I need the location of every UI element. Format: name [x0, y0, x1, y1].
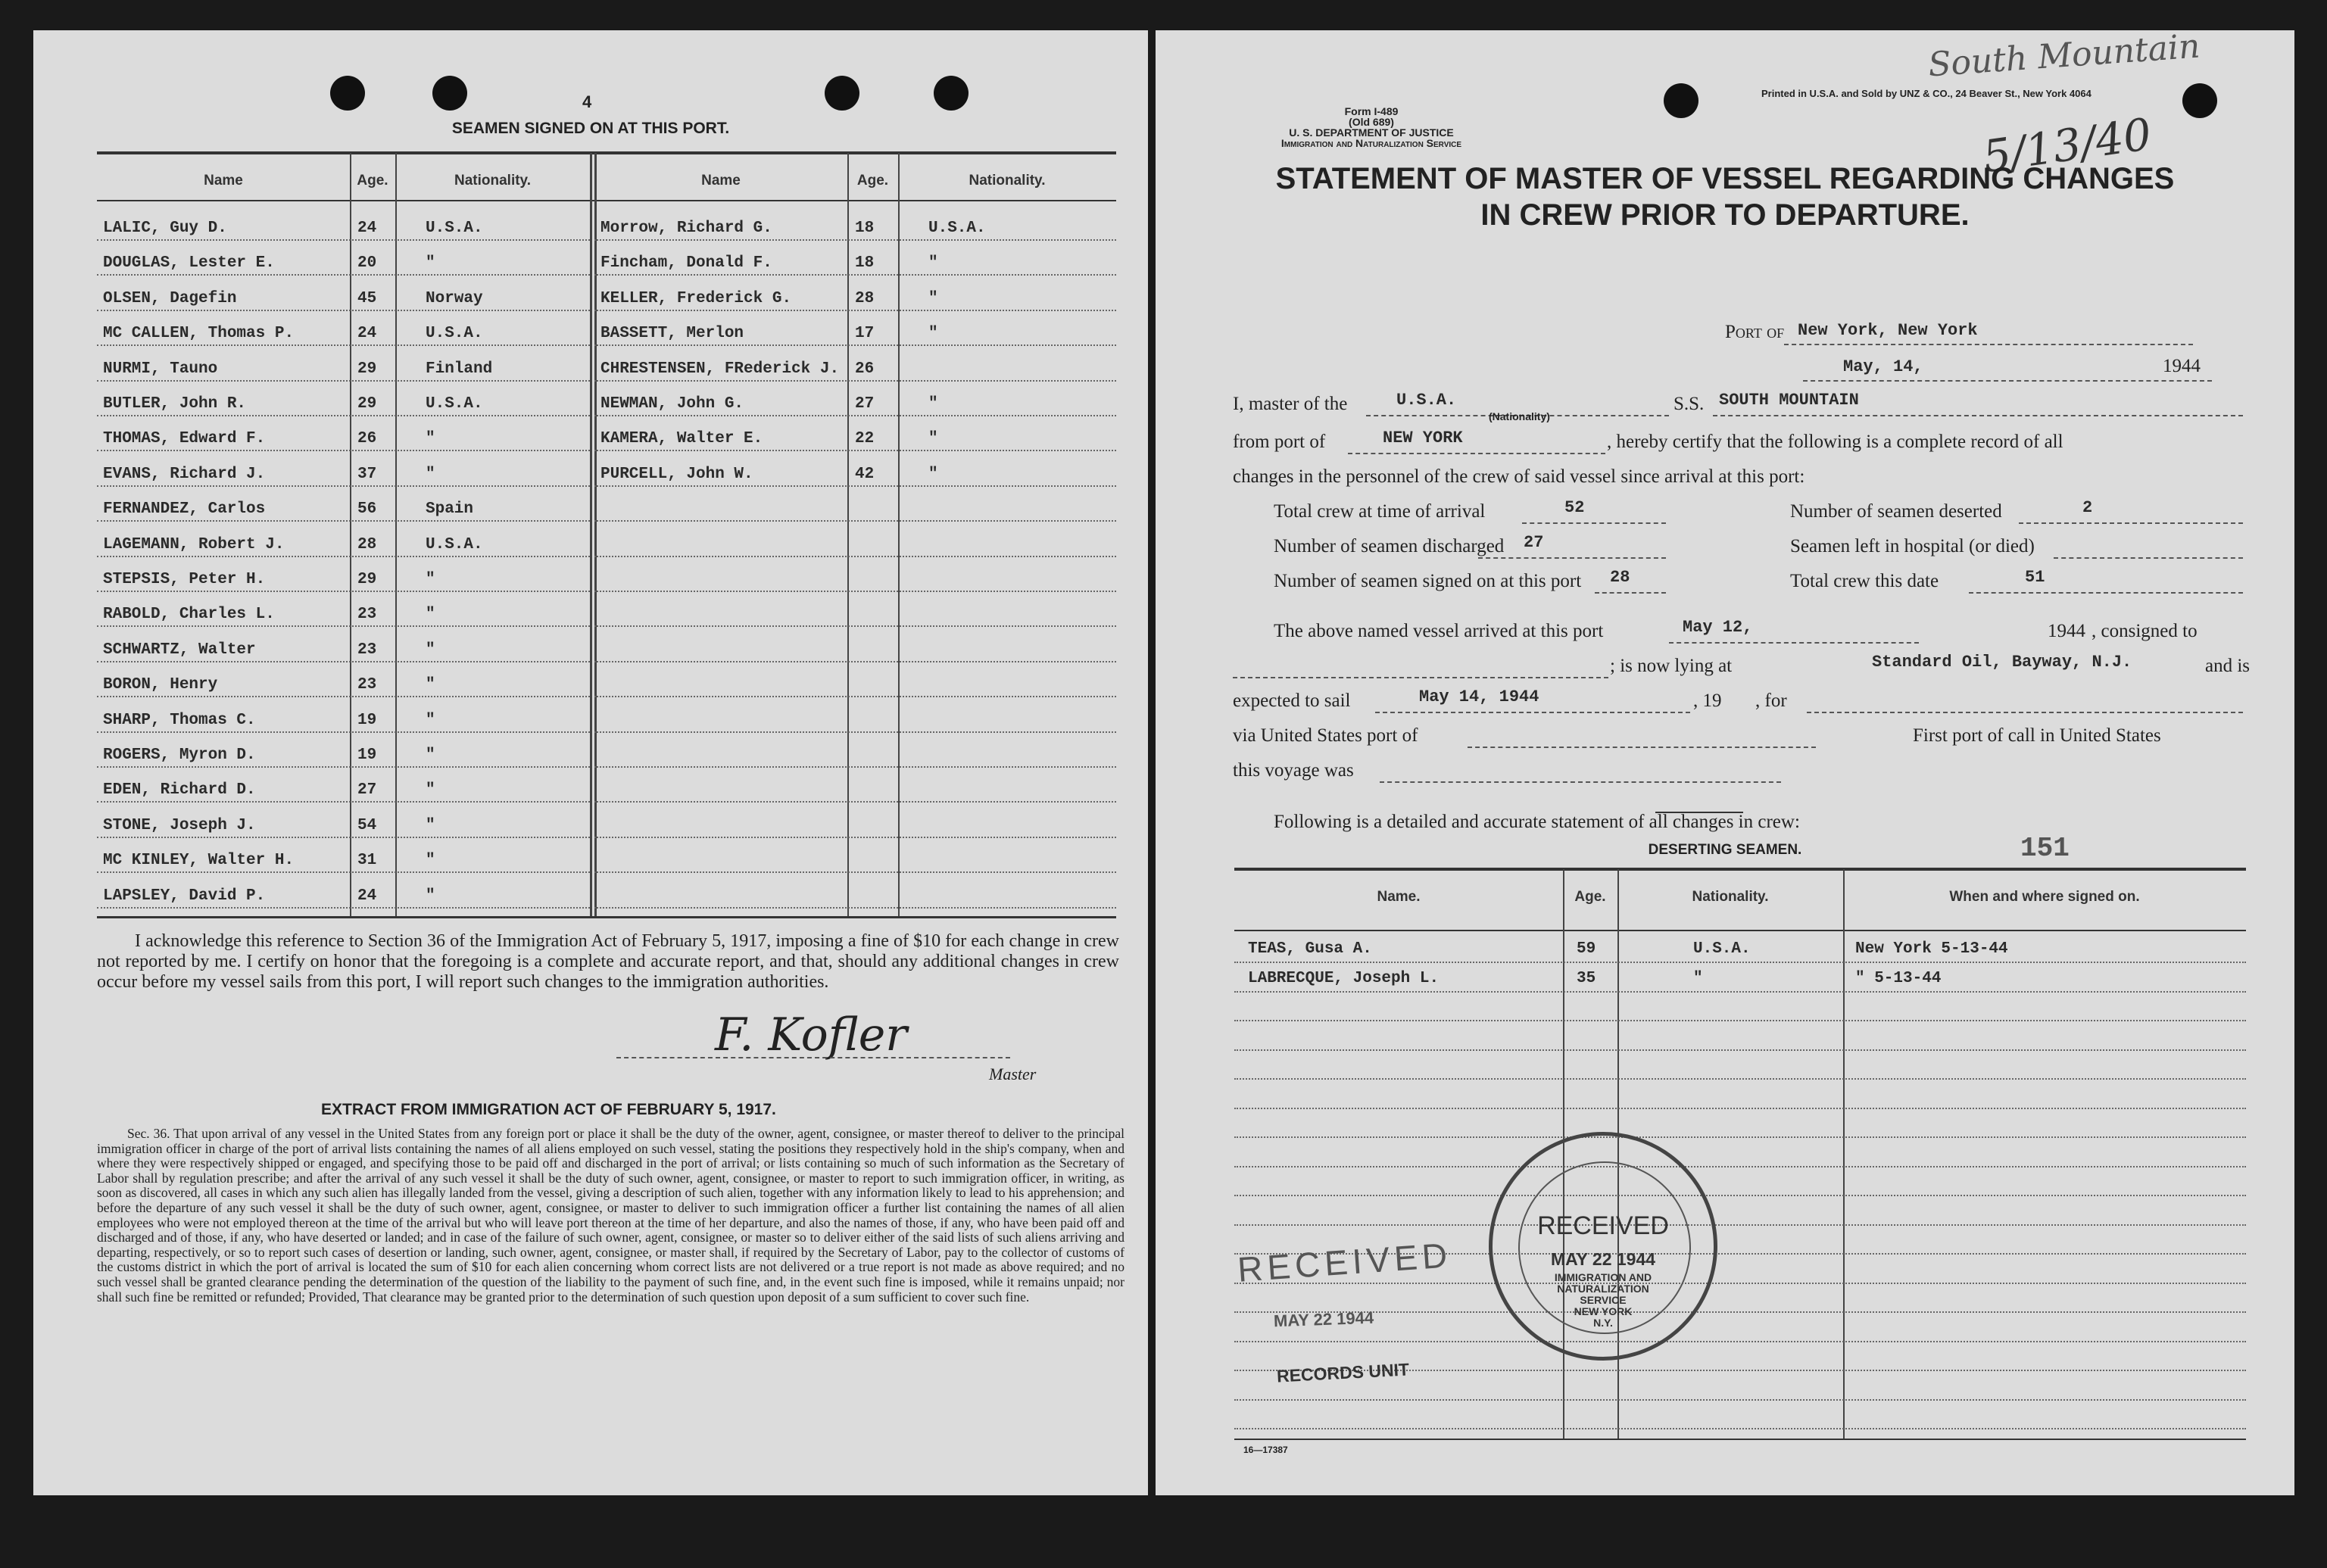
- seaman-nat: ": [426, 711, 435, 729]
- seaman-name: PURCELL, John W.: [600, 465, 753, 483]
- deserter-header-name: Name.: [1377, 889, 1421, 905]
- section-title: SEAMEN SIGNED ON AT THIS PORT.: [451, 120, 730, 137]
- seaman-nat: ": [426, 641, 435, 659]
- stamp-line: SERVICE: [1580, 1294, 1627, 1306]
- deserter-nat: ": [1693, 969, 1703, 987]
- table-row-rule: [97, 591, 590, 592]
- arrived-year: 1944: [2048, 621, 2085, 641]
- records-date: MAY 22 1944: [1273, 1308, 1374, 1331]
- seaman-age: 17: [855, 325, 875, 343]
- table-row-rule: [97, 485, 590, 487]
- seaman-name: LAGEMANN, Robert J.: [103, 535, 285, 553]
- seaman-name: BUTLER, John R.: [103, 395, 247, 413]
- deserter-table-bottom: [1234, 1439, 2246, 1440]
- seaman-age: 20: [357, 254, 377, 273]
- hospital-label: Seamen left in hospital (or died): [1790, 536, 2035, 556]
- deserting-title: DESERTING SEAMEN.: [1648, 842, 1802, 858]
- deserter-age: 59: [1577, 940, 1596, 958]
- table-row-rule: [97, 696, 590, 697]
- seaman-age: 31: [357, 852, 377, 870]
- form-old-number: (Old 689): [1349, 116, 1394, 128]
- table-row-rule: [594, 485, 1116, 487]
- deserter-row-rule: [1234, 1283, 2246, 1284]
- table-row-rule: [97, 801, 590, 803]
- handwritten-date: 5/13/40: [1979, 108, 2155, 183]
- master-signature: F. Kofler: [715, 1008, 907, 1061]
- page-stamp-number: 151: [2020, 833, 2070, 864]
- seaman-name: NURMI, Tauno: [103, 360, 218, 378]
- and-is-text: and is: [2205, 656, 2251, 676]
- table-row-rule: [594, 661, 1116, 662]
- deserter-row-rule: [1234, 1166, 2246, 1167]
- seaman-nat: U.S.A.: [426, 535, 483, 553]
- title-line-2: IN CREW PRIOR TO DEPARTURE.: [1480, 198, 1970, 232]
- master-label: Master: [989, 1065, 1037, 1083]
- table-row-rule: [594, 591, 1116, 592]
- seaman-name: LALIC, Guy D.: [103, 220, 227, 237]
- stamp-date: MAY 22 1944: [1550, 1249, 1656, 1269]
- stamp-line: NEW YORK: [1574, 1305, 1633, 1317]
- seaman-name: Fincham, Donald F.: [600, 254, 772, 273]
- port-of-value: New York, New York: [1798, 321, 1978, 340]
- header-name: Name: [204, 173, 243, 189]
- table-row-rule: [594, 907, 1116, 909]
- ship-name-value: SOUTH MOUNTAIN: [1719, 391, 1859, 410]
- table-header-rule: [97, 200, 1116, 201]
- deserter-row-rule: [1234, 1428, 2246, 1429]
- deserter-row-rule: [1234, 1341, 2246, 1342]
- deserter-row-rule: [1234, 1108, 2246, 1109]
- deserted-line: [2019, 522, 2243, 524]
- voyage-line: [1380, 781, 1781, 783]
- voyage-text: this voyage was: [1233, 760, 1354, 781]
- form-title: [1156, 161, 2294, 233]
- seaman-nat: ": [426, 816, 435, 834]
- seaman-nat: ": [426, 430, 435, 448]
- punch-hole: [2182, 83, 2217, 118]
- ship-name-line: [1713, 415, 2243, 416]
- deserter-header-where: When and where signed on.: [1949, 889, 2140, 905]
- seaman-name: DOUGLAS, Lester E.: [103, 254, 275, 273]
- arrived-text: The above named vessel arrived at this port: [1274, 621, 1604, 641]
- extract-title: EXTRACT FROM IMMIGRATION ACT OF FEBRUARY 5, 1917.: [321, 1101, 776, 1118]
- certify-text: , hereby certify that the following is a complete record of all: [1607, 432, 2063, 452]
- seaman-name: RABOLD, Charles L.: [103, 606, 275, 624]
- header-age: Age.: [856, 173, 889, 189]
- arrived-value: May 12,: [1683, 618, 1753, 637]
- deserter-where: " 5-13-44: [1855, 969, 1942, 987]
- expected-text: expected to sail: [1233, 690, 1351, 711]
- seaman-age: 27: [357, 781, 377, 800]
- seaman-age: 24: [357, 220, 377, 237]
- table-row-rule: [97, 625, 590, 627]
- deserter-row-rule: [1234, 1311, 2246, 1313]
- table-row-rule: [594, 731, 1116, 733]
- handwritten-ship-name: South Mountain: [1926, 26, 2201, 85]
- total-arrival-value: 52: [1564, 498, 1585, 517]
- discharged-line: [1478, 557, 1666, 559]
- stamp-line: NATURALIZATION: [1557, 1283, 1649, 1295]
- seaman-age: 29: [357, 571, 377, 588]
- for-text: , for: [1755, 690, 1787, 711]
- seaman-name: EDEN, Richard D.: [103, 781, 256, 800]
- consigned-text: , consigned to: [2091, 621, 2198, 641]
- table-row-rule: [97, 520, 590, 522]
- right-page: [1156, 26, 2294, 1495]
- table-row-rule: [97, 450, 590, 451]
- deserter-row-rule: [1234, 991, 2246, 993]
- seaman-name: SCHWARTZ, Walter: [103, 641, 256, 659]
- header-nationality: Nationality.: [969, 173, 1046, 189]
- ss-label: S.S.: [1674, 394, 1705, 414]
- port-of-line: [1784, 344, 2193, 345]
- received-stamp: [1489, 1132, 1717, 1361]
- table-row-rule: [594, 696, 1116, 697]
- first-port-text: First port of call in United States: [1913, 725, 2161, 746]
- expected-value: May 14, 1944: [1419, 687, 1539, 706]
- deserter-col-divider: [1843, 869, 1845, 1439]
- seaman-nat: ": [928, 289, 938, 307]
- col-divider: [590, 153, 592, 916]
- table-row-rule: [594, 310, 1116, 311]
- seaman-age: 23: [357, 641, 377, 659]
- table-bottom-rule: [97, 916, 1116, 918]
- table-row-rule: [97, 556, 590, 557]
- table-row-rule: [594, 415, 1116, 416]
- table-row-rule: [97, 766, 590, 768]
- seaman-nat: ": [426, 781, 435, 800]
- seaman-name: KAMERA, Walter E.: [600, 430, 763, 448]
- table-row-rule: [594, 344, 1116, 346]
- seaman-age: 18: [855, 254, 875, 273]
- deserter-nat: U.S.A.: [1693, 940, 1751, 958]
- seaman-name: Morrow, Richard G.: [600, 220, 772, 237]
- table-row-rule: [97, 415, 590, 416]
- arrived-line: [1669, 642, 1919, 644]
- seaman-name: EVANS, Richard J.: [103, 465, 266, 483]
- deserter-row-rule: [1234, 1399, 2246, 1401]
- consignee-line: [1233, 677, 1608, 678]
- from-port-value: NEW YORK: [1383, 429, 1463, 447]
- deserter-row-rule: [1234, 1020, 2246, 1021]
- deserter-row-rule: [1234, 1078, 2246, 1080]
- table-top-rule: [97, 151, 1116, 154]
- total-date-value: 51: [2025, 568, 2045, 587]
- seaman-name: LAPSLEY, David P.: [103, 887, 266, 905]
- seaman-age: 45: [357, 289, 377, 307]
- nationality-caption: (Nationality): [1489, 410, 1550, 422]
- destination-line: [1807, 712, 2243, 713]
- deserter-name: TEAS, Gusa A.: [1248, 940, 1372, 958]
- table-row-rule: [594, 380, 1116, 382]
- signed-on-value: 28: [1610, 568, 1630, 587]
- table-row-rule: [97, 344, 590, 346]
- seaman-nat: ": [426, 852, 435, 870]
- seaman-age: 54: [357, 816, 377, 834]
- date-value: May, 14,: [1843, 357, 1923, 376]
- table-row-rule: [97, 239, 590, 241]
- seaman-age: 28: [855, 289, 875, 307]
- punch-hole: [825, 76, 859, 111]
- seaman-nat: ": [426, 747, 435, 764]
- punch-hole: [330, 76, 365, 111]
- seaman-name: THOMAS, Edward F.: [103, 430, 266, 448]
- seaman-nat: ": [426, 571, 435, 588]
- table-row-rule: [594, 766, 1116, 768]
- form-number: Form I-489: [1344, 105, 1399, 117]
- records-received: RECEIVED: [1236, 1235, 1453, 1289]
- punch-hole: [1664, 83, 1698, 118]
- seaman-age: 22: [855, 430, 875, 448]
- seaman-nat: Finland: [426, 360, 493, 378]
- deserter-where: New York 5-13-44: [1855, 940, 2008, 958]
- seaman-name: MC CALLEN, Thomas P.: [103, 325, 295, 343]
- form-code: 16—17387: [1243, 1445, 1288, 1455]
- seaman-name: MC KINLEY, Walter H.: [103, 852, 295, 870]
- master-of-label: I, master of the: [1233, 394, 1348, 414]
- signed-on-line: [1595, 592, 1666, 594]
- deserter-row-rule: [1234, 1224, 2246, 1226]
- seaman-nat: ": [426, 887, 435, 905]
- table-row-rule: [97, 274, 590, 276]
- deserter-header-rule: [1234, 930, 2246, 931]
- total-date-label: Total crew this date: [1790, 571, 1939, 591]
- deserter-row-rule: [1234, 1195, 2246, 1196]
- title-line-1: STATEMENT OF MASTER OF VESSEL REGARDING CHANGES: [1275, 162, 2175, 195]
- seaman-nat: ": [928, 430, 938, 448]
- seaman-age: 29: [357, 360, 377, 378]
- via-text: via United States port of: [1233, 725, 1418, 746]
- following-text: Following is a detailed and accurate statement of all changes in crew:: [1274, 812, 1800, 832]
- deserter-row-rule: [1234, 962, 2246, 963]
- stamp-agency: [1493, 1272, 1714, 1329]
- seaman-nat: ": [426, 676, 435, 694]
- seaman-nat: ": [928, 395, 938, 413]
- stamp-line: IMMIGRATION AND: [1554, 1271, 1652, 1283]
- table-row-rule: [97, 310, 590, 311]
- seaman-age: 56: [357, 500, 377, 519]
- seaman-age: 29: [357, 395, 377, 413]
- seaman-age: 37: [357, 465, 377, 483]
- seaman-name: BASSETT, Merlon: [600, 325, 744, 343]
- table-row-rule: [594, 801, 1116, 803]
- table-row-rule: [594, 239, 1116, 241]
- seaman-nat: Spain: [426, 500, 474, 519]
- total-arrival-label: Total crew at time of arrival: [1274, 501, 1486, 522]
- seaman-age: 42: [855, 465, 875, 483]
- signature-line: [616, 1057, 1010, 1058]
- from-port-line: [1348, 453, 1605, 454]
- table-row-rule: [594, 274, 1116, 276]
- deserted-value: 2: [2082, 498, 2093, 517]
- seaman-name: SHARP, Thomas C.: [103, 711, 256, 729]
- table-row-rule: [594, 837, 1116, 838]
- department: U. S. DEPARTMENT OF JUSTICE: [1289, 126, 1454, 139]
- deserter-row-rule: [1234, 1136, 2246, 1138]
- date-line: [1803, 380, 2212, 382]
- punch-hole: [432, 76, 467, 111]
- seaman-age: 23: [357, 676, 377, 694]
- port-of-label: Port of: [1725, 322, 1785, 342]
- service-name: Immigration and Naturalization Service: [1280, 137, 1462, 149]
- seaman-age: 24: [357, 887, 377, 905]
- seaman-name: KELLER, Frederick G.: [600, 289, 792, 307]
- stamp-line: N.Y.: [1593, 1317, 1613, 1329]
- seaman-nat: U.S.A.: [426, 395, 483, 413]
- hospital-line: [2054, 557, 2243, 559]
- table-row-rule: [97, 731, 590, 733]
- table-row-rule: [97, 661, 590, 662]
- left-page: [33, 30, 1148, 1495]
- seaman-nat: U.S.A.: [928, 220, 986, 237]
- table-row-rule: [594, 520, 1116, 522]
- signed-on-label: Number of seamen signed on at this port: [1274, 571, 1582, 591]
- seaman-name: BORON, Henry: [103, 676, 218, 694]
- seaman-nat: ": [928, 254, 938, 273]
- table-row-rule: [97, 380, 590, 382]
- deserter-row-rule: [1234, 1049, 2246, 1051]
- total-date-line: [1969, 592, 2243, 594]
- nationality-value: U.S.A.: [1396, 391, 1457, 410]
- from-port-label: from port of: [1233, 432, 1326, 452]
- seaman-age: 27: [855, 395, 875, 413]
- seaman-nat: ": [426, 465, 435, 483]
- seaman-nat: U.S.A.: [426, 220, 483, 237]
- via-line: [1468, 747, 1816, 748]
- deserted-label: Number of seamen deserted: [1790, 501, 2002, 522]
- deserter-age: 35: [1577, 969, 1596, 987]
- seaman-name: ROGERS, Myron D.: [103, 747, 256, 764]
- expected-line: [1375, 712, 1690, 713]
- table-row-rule: [97, 907, 590, 909]
- header-nationality: Nationality.: [454, 173, 531, 189]
- discharged-value: 27: [1524, 533, 1544, 552]
- seaman-name: OLSEN, Dagefin: [103, 289, 237, 307]
- form-header: [1243, 106, 1500, 148]
- punch-hole: [934, 76, 969, 111]
- seaman-name: STEPSIS, Peter H.: [103, 571, 266, 588]
- table-row-rule: [97, 871, 590, 873]
- date-year: 1944: [2163, 356, 2201, 376]
- seaman-name: CHRESTENSEN, FRederick J.: [600, 360, 840, 378]
- seaman-nat: ": [426, 606, 435, 624]
- printer-note: Printed in U.S.A. and Sold by UNZ & CO., 24 Beaver St., New York 4064: [1761, 88, 2091, 99]
- header-name: Name: [701, 173, 741, 189]
- seaman-name: FERNANDEZ, Carlos: [103, 500, 266, 519]
- seaman-age: 26: [357, 430, 377, 448]
- table-row-rule: [594, 871, 1116, 873]
- seaman-age: 18: [855, 220, 875, 237]
- lying-value: Standard Oil, Bayway, N.J.: [1872, 653, 2132, 672]
- year-prefix: , 19: [1693, 690, 1722, 711]
- header-age: Age.: [357, 173, 388, 189]
- seaman-nat: ": [928, 465, 938, 483]
- table-row-rule: [594, 625, 1116, 627]
- seaman-nat: U.S.A.: [426, 325, 483, 343]
- extract-text: Sec. 36. That upon arrival of any vessel in the United States from any foreign port or place it shall be the duty of the owner, agent, consignee, or master thereof to deliver to the principal immigration officer in charge of the port of arrival lists containing the names of all aliens employed on such vessel, stating the positions they respectively hold in the ship's company, when and where they were respectively shipped or engaged, and specifying those to be paid off and discharged in the port of arrival; or lists containing so much of such information as the Secretary of Labor shall by regulation prescribe; and after the arrival of any such vessel it shall be the duty of such owner, agent, consignee, or master to report to such immigration officer, in writing, as soon as discovered, all cases in which any such alien has illegally landed from the vessel, giving a description of such alien, together with any information likely to lead to his apprehension; and before the departure of any such vessel it shall be the duty of such owner, agent, consignee, or master to deliver to such immigration officer a further list containing the names of all alien employees who were not employed thereon at the time of the arrival but who will leave port thereon at the time of her departure, and also the names of those, if any, who have been paid off and discharged and of those, if any, who have deserted or landed; and in case of the failure of such owner, agent, consignee, or master so to deliver either of the said lists of such aliens arriving and departing, respectively, or so to report such cases of desertion or landing, such owner, agent, consignee, or master shall, if required by the Secretary of Labor, pay to the collector of customs of the customs district in which the port of arrival is located the sum of $10 for each alien concerning whom correct lists are not delivered or a true report is not made as above required; and no such vessel shall be granted clearance pending the determination of the question of the liability to the payment of such fine, and, in the event such fine is imposed, while it remains unpaid; nor shall such fine be remitted or refunded; Provided, That clearance may be granted prior to the determination of such question upon deposit of a sum sufficient to cover such fine.: [97, 1126, 1125, 1305]
- table-row-rule: [97, 837, 590, 838]
- seaman-nat: Norway: [426, 289, 483, 307]
- lying-text: ; is now lying at: [1610, 656, 1733, 676]
- table-row-rule: [594, 556, 1116, 557]
- seaman-age: 23: [357, 606, 377, 624]
- stamp-received: RECEIVED: [1537, 1211, 1669, 1240]
- acknowledgement-text: I acknowledge this reference to Section 36 of the Immigration Act of February 5, 1917, imposing a fine of $10 for each change in crew not reported by me. I certify on honor that the foregoing is a complete and accurate report, and that, should any additional changes in crew occur before my vessel sails from this port, I will report such changes to the immigration authorities.: [97, 931, 1119, 992]
- table-row-rule: [594, 450, 1116, 451]
- deserter-header-age: Age.: [1574, 889, 1606, 905]
- seaman-age: 19: [357, 711, 377, 729]
- records-unit: RECORDS UNIT: [1276, 1359, 1410, 1386]
- page-number: 4: [582, 92, 592, 111]
- seaman-name: STONE, Joseph J.: [103, 816, 256, 834]
- seaman-nat: ": [426, 254, 435, 273]
- seaman-age: 26: [855, 360, 875, 378]
- seaman-age: 24: [357, 325, 377, 343]
- seaman-age: 28: [357, 535, 377, 553]
- seaman-age: 19: [357, 747, 377, 764]
- deserter-table-top: [1234, 868, 2246, 871]
- seaman-nat: ": [928, 325, 938, 343]
- deserter-header-nationality: Nationality.: [1692, 889, 1769, 905]
- seaman-name: NEWMAN, John G.: [600, 395, 744, 413]
- deserter-name: LABRECQUE, Joseph L.: [1248, 969, 1440, 987]
- changes-text: changes in the personnel of the crew of said vessel since arrival at this port:: [1233, 466, 1805, 487]
- discharged-label: Number of seamen discharged: [1274, 536, 1505, 556]
- total-arrival-line: [1522, 522, 1666, 524]
